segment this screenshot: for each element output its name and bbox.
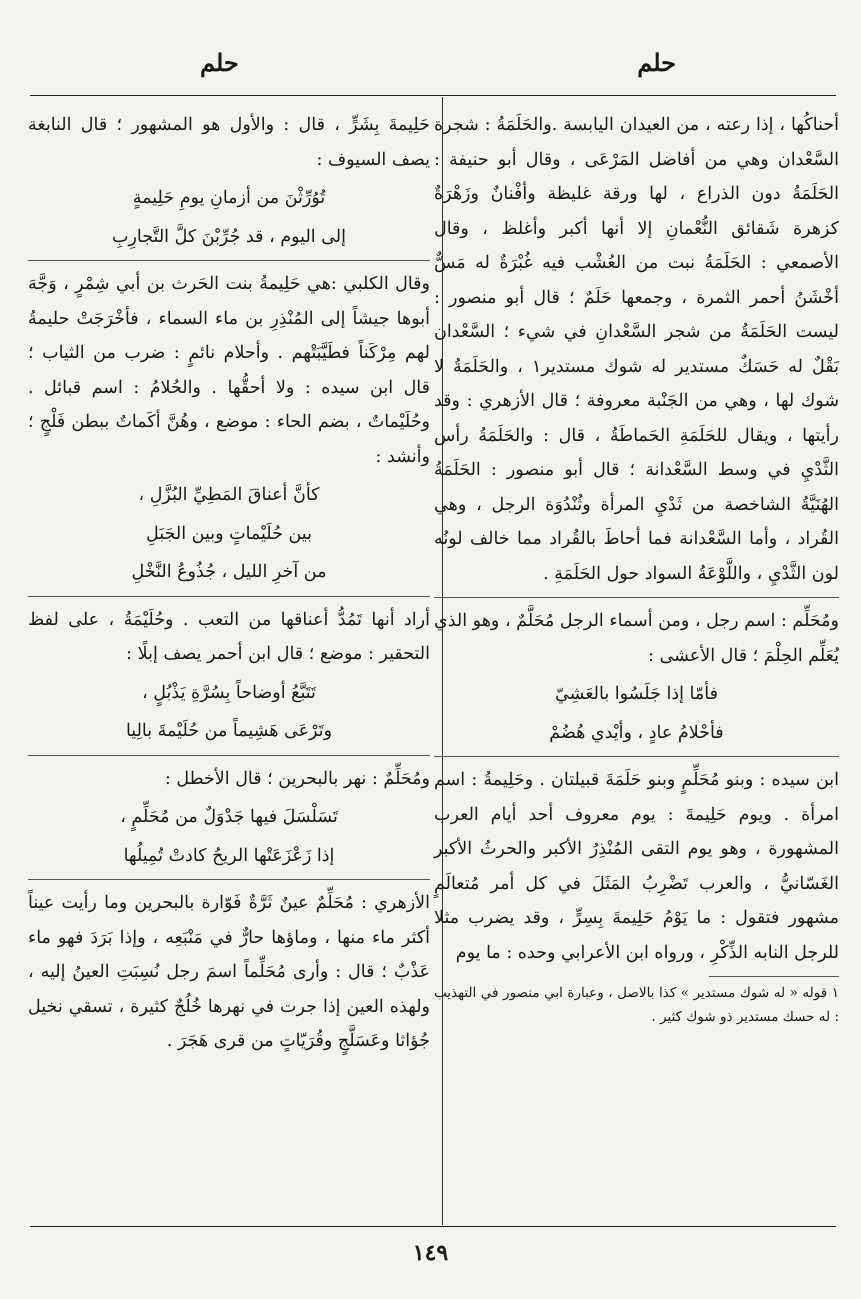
- verse-line: وتَرْعَى هَشِيماً من حُلَيْمةَ بالِيا: [125, 721, 333, 741]
- verse-line: بين حُلَيْماتٍ وبين الجَبَلِ: [146, 523, 312, 544]
- section-divider: [434, 597, 839, 598]
- page-number: ١٤٩: [412, 1240, 449, 1266]
- verse-line: إلى اليوم ، قد جُرِّبْنَ كلَّ التَّجارِبِ: [112, 226, 346, 247]
- section-divider: [28, 596, 430, 597]
- entry-paragraph: حَلِيمةَ بِشَرٍّ ، قال : والأول هو المشهور ؛ قال النابغة يصف السيوف :: [28, 115, 430, 170]
- running-header-left: حلم: [200, 48, 239, 77]
- verse-line: تَتَبَّعُ أوضاحاً بِسُرَّةِ يَذْبُلٍ ،: [142, 682, 316, 703]
- entry-paragraph: ابن سيده : وبنو مُحَلِّمٍ وبنو حَلَمَةَ قبيلتان . وحَلِيمةُ : اسم امرأة . ويوم حَلِيمةَ : يوم معروف أحد أيام العرب المشهورة ، وهو يوم التقى المُنْذِرُ الأكبر والحرثُ الأكبر الغَسّانيُّ ، والعرب تَضْرِبُ المَثَلَ في كل أمر مُتعالَمٍ مشهور فتقول : ما يَوْمُ حَلِيمةَ بِسِرٍّ ، وقد يضرب مثلا للرجل النابه الذِّكْرِ ، ورواه ابن الأعرابي وحده : ما يوم: [434, 770, 839, 963]
- right-column: [434, 108, 839, 1029]
- left-column: [28, 108, 430, 1059]
- entry-paragraph: أحناكُها ، إذا رعته ، من العيدان اليابسة .والحَلَمَةُ : شجرة السَّعْدان وهي من أفاضل المَرْعَى ، وقال أبو حنيفة : الحَلَمَةُ دون الذراع ، لها ورقة غليظة وأفْنانٌ وزَهْرَةٌ كزهرة شَقائق النُّعْمانِ إلا أنها أكبر وأغلظ ، وقال الأصمعي : الحَلَمَةُ نبت من العُشْب فيه غُبْرَةٌ له مَسٌّ أخْشَنُ أحمر الثمرة ، وجمعها حَلَمٌ ؛ قال أبو منصور : ليست الحَلَمَةُ من شجر السَّعْدانِ في شيء ؛ السَّعْدان بَقْلٌ له حَسَكٌ مستدير له شوك مستدير١ ، والحَلَمَةُ لا شوك لها ، وهي من الجَنْبة معروفة ؛ قال الأزهري : وقد رأيتها ، ويقال للحَلَمَةِ الحَماطَةُ ، قال : والحَلَمَةُ رأس الثَّدْيِ في وسط السَّعْدانة ؛ قال أبو منصور : الحَلَمَةُ الهُنَيَّةُ الشاخصة من ثَدْيِ المرأة وثُنْدُوَة الرجل ، وهي القُراد ، وأما السَّعْدانة فما أحاطَ بالقُراد مما خالف لونُه لون الثَّدْيِ ، واللَّوْعَةُ السواد حول الحَلَمَةِ .: [434, 115, 839, 584]
- section-divider: [28, 879, 430, 880]
- verse-line: تَسَلْسَلَ فيها جَدْوَلٌ من مُحَلِّمٍ ،: [120, 807, 338, 827]
- verse-line: تُوُرِّثْنَ من أزمانِ يومِ حَلِيمةٍ: [132, 188, 326, 208]
- verse-line: كأنَّ أعناقَ المَطِيِّ البُزَّلِ ،: [138, 485, 320, 505]
- footnote: ١ قوله « له شوك مستدير » كذا بالاصل ، وعبارة ابي منصور في التهذيب : له حسك مستدير ذو شوك كثير .: [434, 985, 839, 1025]
- entry-paragraph: وقال الكلبي :هي حَلِيمةُ بنت الحَرث بن أبي شِمْرٍ ، وَجَّهَ أبوها جيشاً إلى المُنْذِرِ بن ماء السماء ، فأخْرَجَتْ حليمةُ لهم مِرْكَناً فطَيَّبَتْهم . وأحلام نائمٍ : ضرب من الثياب ؛ قال ابن سيده : ولا أحقُّها . والحُلامُ : اسم قبائل . وحُلَيْماتٌ ، بضم الحاء : موضع ، وهُنَّ أكَماتٌ ببطن فَلْجٍ ؛ وأنشد :: [28, 274, 430, 467]
- footer-rule: [30, 1226, 836, 1227]
- verse-line: فأمّا إذا جَلَسُوا بالعَشِيّ: [555, 684, 718, 704]
- entry-paragraph: الأزهري : مُحَلِّمٌ عينٌ ثَرَّةٌ فَوّارة بالبحرين وما رأيت عيناً أكثر ماء منها ، وماؤها حارٌّ في مَنْبَعِه ، وإذا بَرَدَ فهو ماء عَذْبٌ ؛ قال : وأرى مُحَلِّماً اسمَ رجل نُسِبَتِ العينُ إليه ، ولهذه العين إذا جرت في نهرها خُلُجٌ كثيرة ، تسقي نخيل جُؤاثا وعَسَلَّجٍ وقُرَيّاتٍ من قرى هَجَرَ .: [28, 893, 430, 1051]
- running-header-right: حلم: [637, 48, 676, 77]
- verse-line: فأحْلامُ عادٍ ، وأيْدي هُضُمْ: [549, 722, 724, 743]
- header-rule: [30, 95, 836, 96]
- verse-line: من آخرِ الليل ، جُذُوعُ النَّخْلِ: [131, 562, 327, 582]
- section-divider: [28, 260, 430, 261]
- footnote-rule: [709, 976, 839, 977]
- entry-paragraph: ومُحَلِّمٌ : نهر بالبحرين ؛ قال الأخطل :: [164, 768, 430, 789]
- verse-line: إذا زَعْزَعَتْها الريحُ كادتْ تُمِيلُها: [123, 845, 335, 866]
- entry-paragraph: أراد أنها تَمُدُّ أعناقها من التعب . وحُلَيْمَةُ ، على لفظ التحقير : موضع ؛ قال ابن أحمر يصف إبلًا :: [28, 609, 430, 664]
- section-divider: [28, 755, 430, 756]
- section-divider: [434, 756, 839, 757]
- entry-paragraph: ومُحَلِّم : اسم رجل ، ومن أسماء الرجل مُحَلَّمٌ ، وهو الذي يُعَلِّم الحِلْمَ ؛ قال الأعشى :: [434, 611, 839, 666]
